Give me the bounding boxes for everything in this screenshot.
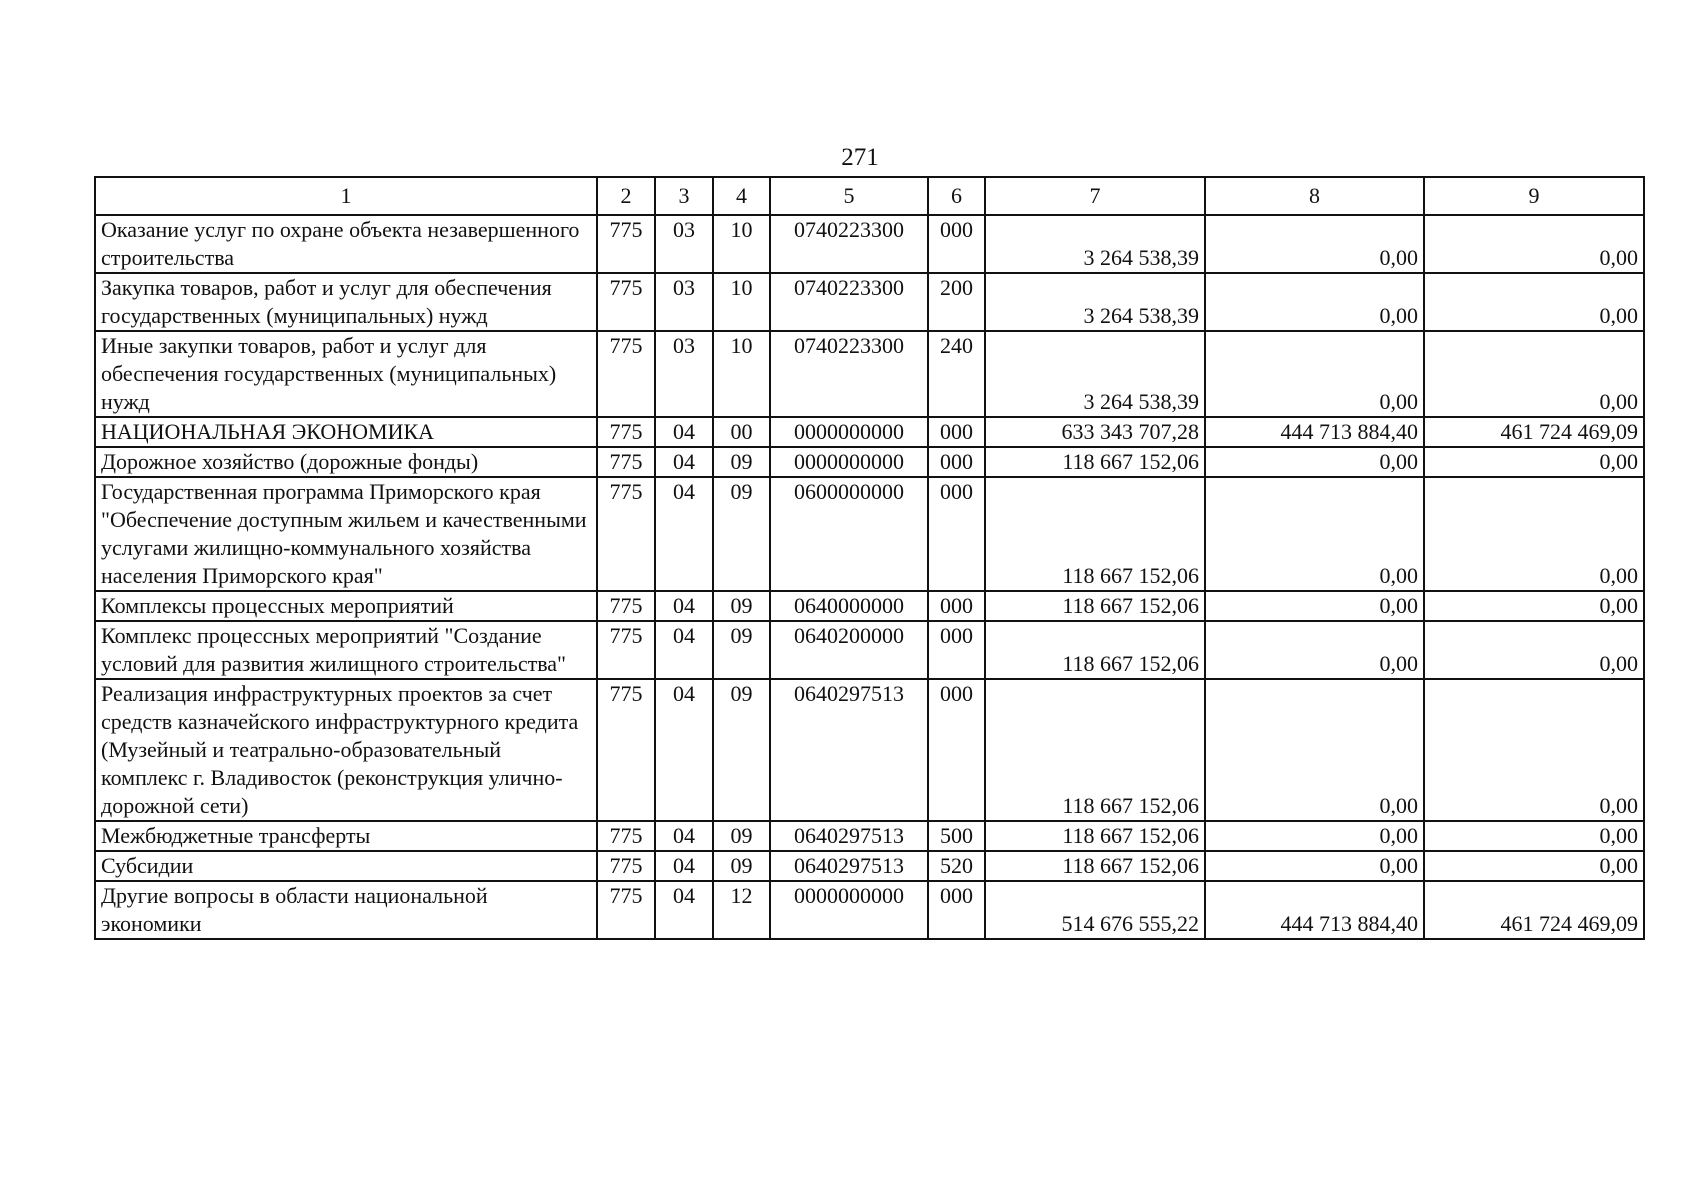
section-code: 04 — [655, 881, 713, 939]
row-name: Закупка товаров, работ и услуг для обеспечения государственных (муниципальных) нужд — [95, 273, 597, 331]
amount-col-9: 461 724 469,09 — [1424, 881, 1644, 939]
amount-col-9: 0,00 — [1424, 215, 1644, 273]
amount-col-7: 118 667 152,06 — [985, 821, 1205, 851]
amount-col-8: 0,00 — [1205, 477, 1424, 591]
section-code: 04 — [655, 477, 713, 591]
row-name: Межбюджетные трансферты — [95, 821, 597, 851]
subsection-code: 09 — [713, 679, 770, 821]
admin-code: 775 — [597, 881, 655, 939]
amount-col-9: 0,00 — [1424, 447, 1644, 477]
expense-type-code: 000 — [928, 621, 985, 679]
amount-col-8: 0,00 — [1205, 621, 1424, 679]
amount-col-7: 118 667 152,06 — [985, 477, 1205, 591]
table-row — [95, 621, 1644, 679]
amount-col-7: 118 667 152,06 — [985, 851, 1205, 881]
amount-col-7: 118 667 152,06 — [985, 447, 1205, 477]
column-header: 9 — [1424, 177, 1644, 215]
target-article-code: 0740223300 — [770, 215, 928, 273]
section-code: 04 — [655, 679, 713, 821]
target-article-code: 0640297513 — [770, 679, 928, 821]
table-row — [95, 447, 1644, 477]
section-code: 04 — [655, 591, 713, 621]
expense-type-code: 000 — [928, 215, 985, 273]
admin-code: 775 — [597, 679, 655, 821]
section-code: 04 — [655, 447, 713, 477]
row-name: Иные закупки товаров, работ и услуг для обеспечения государственных (муниципальных) нужд — [95, 331, 597, 417]
expense-type-code: 500 — [928, 821, 985, 851]
column-header: 7 — [985, 177, 1205, 215]
table-row — [95, 477, 1644, 591]
table-row — [95, 273, 1644, 331]
amount-col-9: 0,00 — [1424, 477, 1644, 591]
table-row — [95, 417, 1644, 447]
expense-type-code: 520 — [928, 851, 985, 881]
amount-col-9: 461 724 469,09 — [1424, 417, 1644, 447]
table-row — [95, 679, 1644, 821]
expense-type-code: 200 — [928, 273, 985, 331]
table-row — [95, 881, 1644, 939]
expense-type-code: 000 — [928, 881, 985, 939]
row-name: Комплекс процессных мероприятий "Создание условий для развития жилищного строительства" — [95, 621, 597, 679]
row-name: Оказание услуг по охране объекта незавершенного строительства — [95, 215, 597, 273]
admin-code: 775 — [597, 477, 655, 591]
amount-col-7: 118 667 152,06 — [985, 679, 1205, 821]
admin-code: 775 — [597, 273, 655, 331]
amount-col-7: 3 264 538,39 — [985, 273, 1205, 331]
amount-col-7: 3 264 538,39 — [985, 215, 1205, 273]
target-article-code: 0000000000 — [770, 881, 928, 939]
column-header: 6 — [928, 177, 985, 215]
admin-code: 775 — [597, 331, 655, 417]
amount-col-9: 0,00 — [1424, 273, 1644, 331]
amount-col-8: 0,00 — [1205, 851, 1424, 881]
target-article-code: 0640000000 — [770, 591, 928, 621]
subsection-code: 10 — [713, 215, 770, 273]
column-header: 5 — [770, 177, 928, 215]
row-name: Дорожное хозяйство (дорожные фонды) — [95, 447, 597, 477]
section-code: 04 — [655, 621, 713, 679]
amount-col-7: 3 264 538,39 — [985, 331, 1205, 417]
subsection-code: 10 — [713, 273, 770, 331]
target-article-code: 0000000000 — [770, 417, 928, 447]
expense-type-code: 000 — [928, 447, 985, 477]
amount-col-8: 0,00 — [1205, 331, 1424, 417]
target-article-code: 0600000000 — [770, 477, 928, 591]
admin-code: 775 — [597, 851, 655, 881]
subsection-code: 09 — [713, 621, 770, 679]
subsection-code: 10 — [713, 331, 770, 417]
budget-table — [94, 176, 1645, 940]
section-code: 04 — [655, 417, 713, 447]
subsection-code: 09 — [713, 447, 770, 477]
expense-type-code: 240 — [928, 331, 985, 417]
target-article-code: 0640297513 — [770, 821, 928, 851]
table-row — [95, 821, 1644, 851]
amount-col-8: 0,00 — [1205, 679, 1424, 821]
row-name: Реализация инфраструктурных проектов за счет средств казначейского инфраструктурного кредита (Музейный и театрально-образовательный комплекс г. Владивосток (реконструкция улично-дорожной сети) — [95, 679, 597, 821]
column-header: 1 — [95, 177, 597, 215]
admin-code: 775 — [597, 621, 655, 679]
admin-code: 775 — [597, 215, 655, 273]
table-row — [95, 851, 1644, 881]
amount-col-9: 0,00 — [1424, 331, 1644, 417]
row-name: Субсидии — [95, 851, 597, 881]
subsection-code: 12 — [713, 881, 770, 939]
target-article-code: 0740223300 — [770, 273, 928, 331]
target-article-code: 0640297513 — [770, 851, 928, 881]
column-header: 2 — [597, 177, 655, 215]
amount-col-8: 0,00 — [1205, 215, 1424, 273]
table-row — [95, 215, 1644, 273]
amount-col-8: 444 713 884,40 — [1205, 881, 1424, 939]
admin-code: 775 — [597, 591, 655, 621]
column-header: 8 — [1205, 177, 1424, 215]
row-name: Другие вопросы в области национальной экономики — [95, 881, 597, 939]
expense-type-code: 000 — [928, 417, 985, 447]
amount-col-8: 444 713 884,40 — [1205, 417, 1424, 447]
admin-code: 775 — [597, 447, 655, 477]
amount-col-8: 0,00 — [1205, 591, 1424, 621]
target-article-code: 0000000000 — [770, 447, 928, 477]
admin-code: 775 — [597, 821, 655, 851]
amount-col-7: 633 343 707,28 — [985, 417, 1205, 447]
expense-type-code: 000 — [928, 477, 985, 591]
amount-col-8: 0,00 — [1205, 821, 1424, 851]
amount-col-9: 0,00 — [1424, 851, 1644, 881]
amount-col-7: 118 667 152,06 — [985, 621, 1205, 679]
section-code: 03 — [655, 215, 713, 273]
admin-code: 775 — [597, 417, 655, 447]
target-article-code: 0640200000 — [770, 621, 928, 679]
row-name: Государственная программа Приморского края "Обеспечение доступным жильем и качественными услугами жилищно-коммунального хозяйства населения Приморского края" — [95, 477, 597, 591]
section-code: 03 — [655, 273, 713, 331]
column-number-row — [95, 177, 1644, 215]
expense-type-code: 000 — [928, 591, 985, 621]
subsection-code: 00 — [713, 417, 770, 447]
column-header: 3 — [655, 177, 713, 215]
target-article-code: 0740223300 — [770, 331, 928, 417]
amount-col-9: 0,00 — [1424, 591, 1644, 621]
amount-col-8: 0,00 — [1205, 273, 1424, 331]
column-header: 4 — [713, 177, 770, 215]
subsection-code: 09 — [713, 591, 770, 621]
page-number: 271 — [841, 144, 879, 171]
section-code: 04 — [655, 821, 713, 851]
row-name: НАЦИОНАЛЬНАЯ ЭКОНОМИКА — [95, 417, 597, 447]
row-name: Комплексы процессных мероприятий — [95, 591, 597, 621]
amount-col-9: 0,00 — [1424, 821, 1644, 851]
subsection-code: 09 — [713, 851, 770, 881]
table-row — [95, 591, 1644, 621]
section-code: 03 — [655, 331, 713, 417]
table-row — [95, 331, 1644, 417]
subsection-code: 09 — [713, 821, 770, 851]
amount-col-9: 0,00 — [1424, 621, 1644, 679]
expense-type-code: 000 — [928, 679, 985, 821]
subsection-code: 09 — [713, 477, 770, 591]
amount-col-7: 514 676 555,22 — [985, 881, 1205, 939]
amount-col-9: 0,00 — [1424, 679, 1644, 821]
amount-col-8: 0,00 — [1205, 447, 1424, 477]
section-code: 04 — [655, 851, 713, 881]
amount-col-7: 118 667 152,06 — [985, 591, 1205, 621]
